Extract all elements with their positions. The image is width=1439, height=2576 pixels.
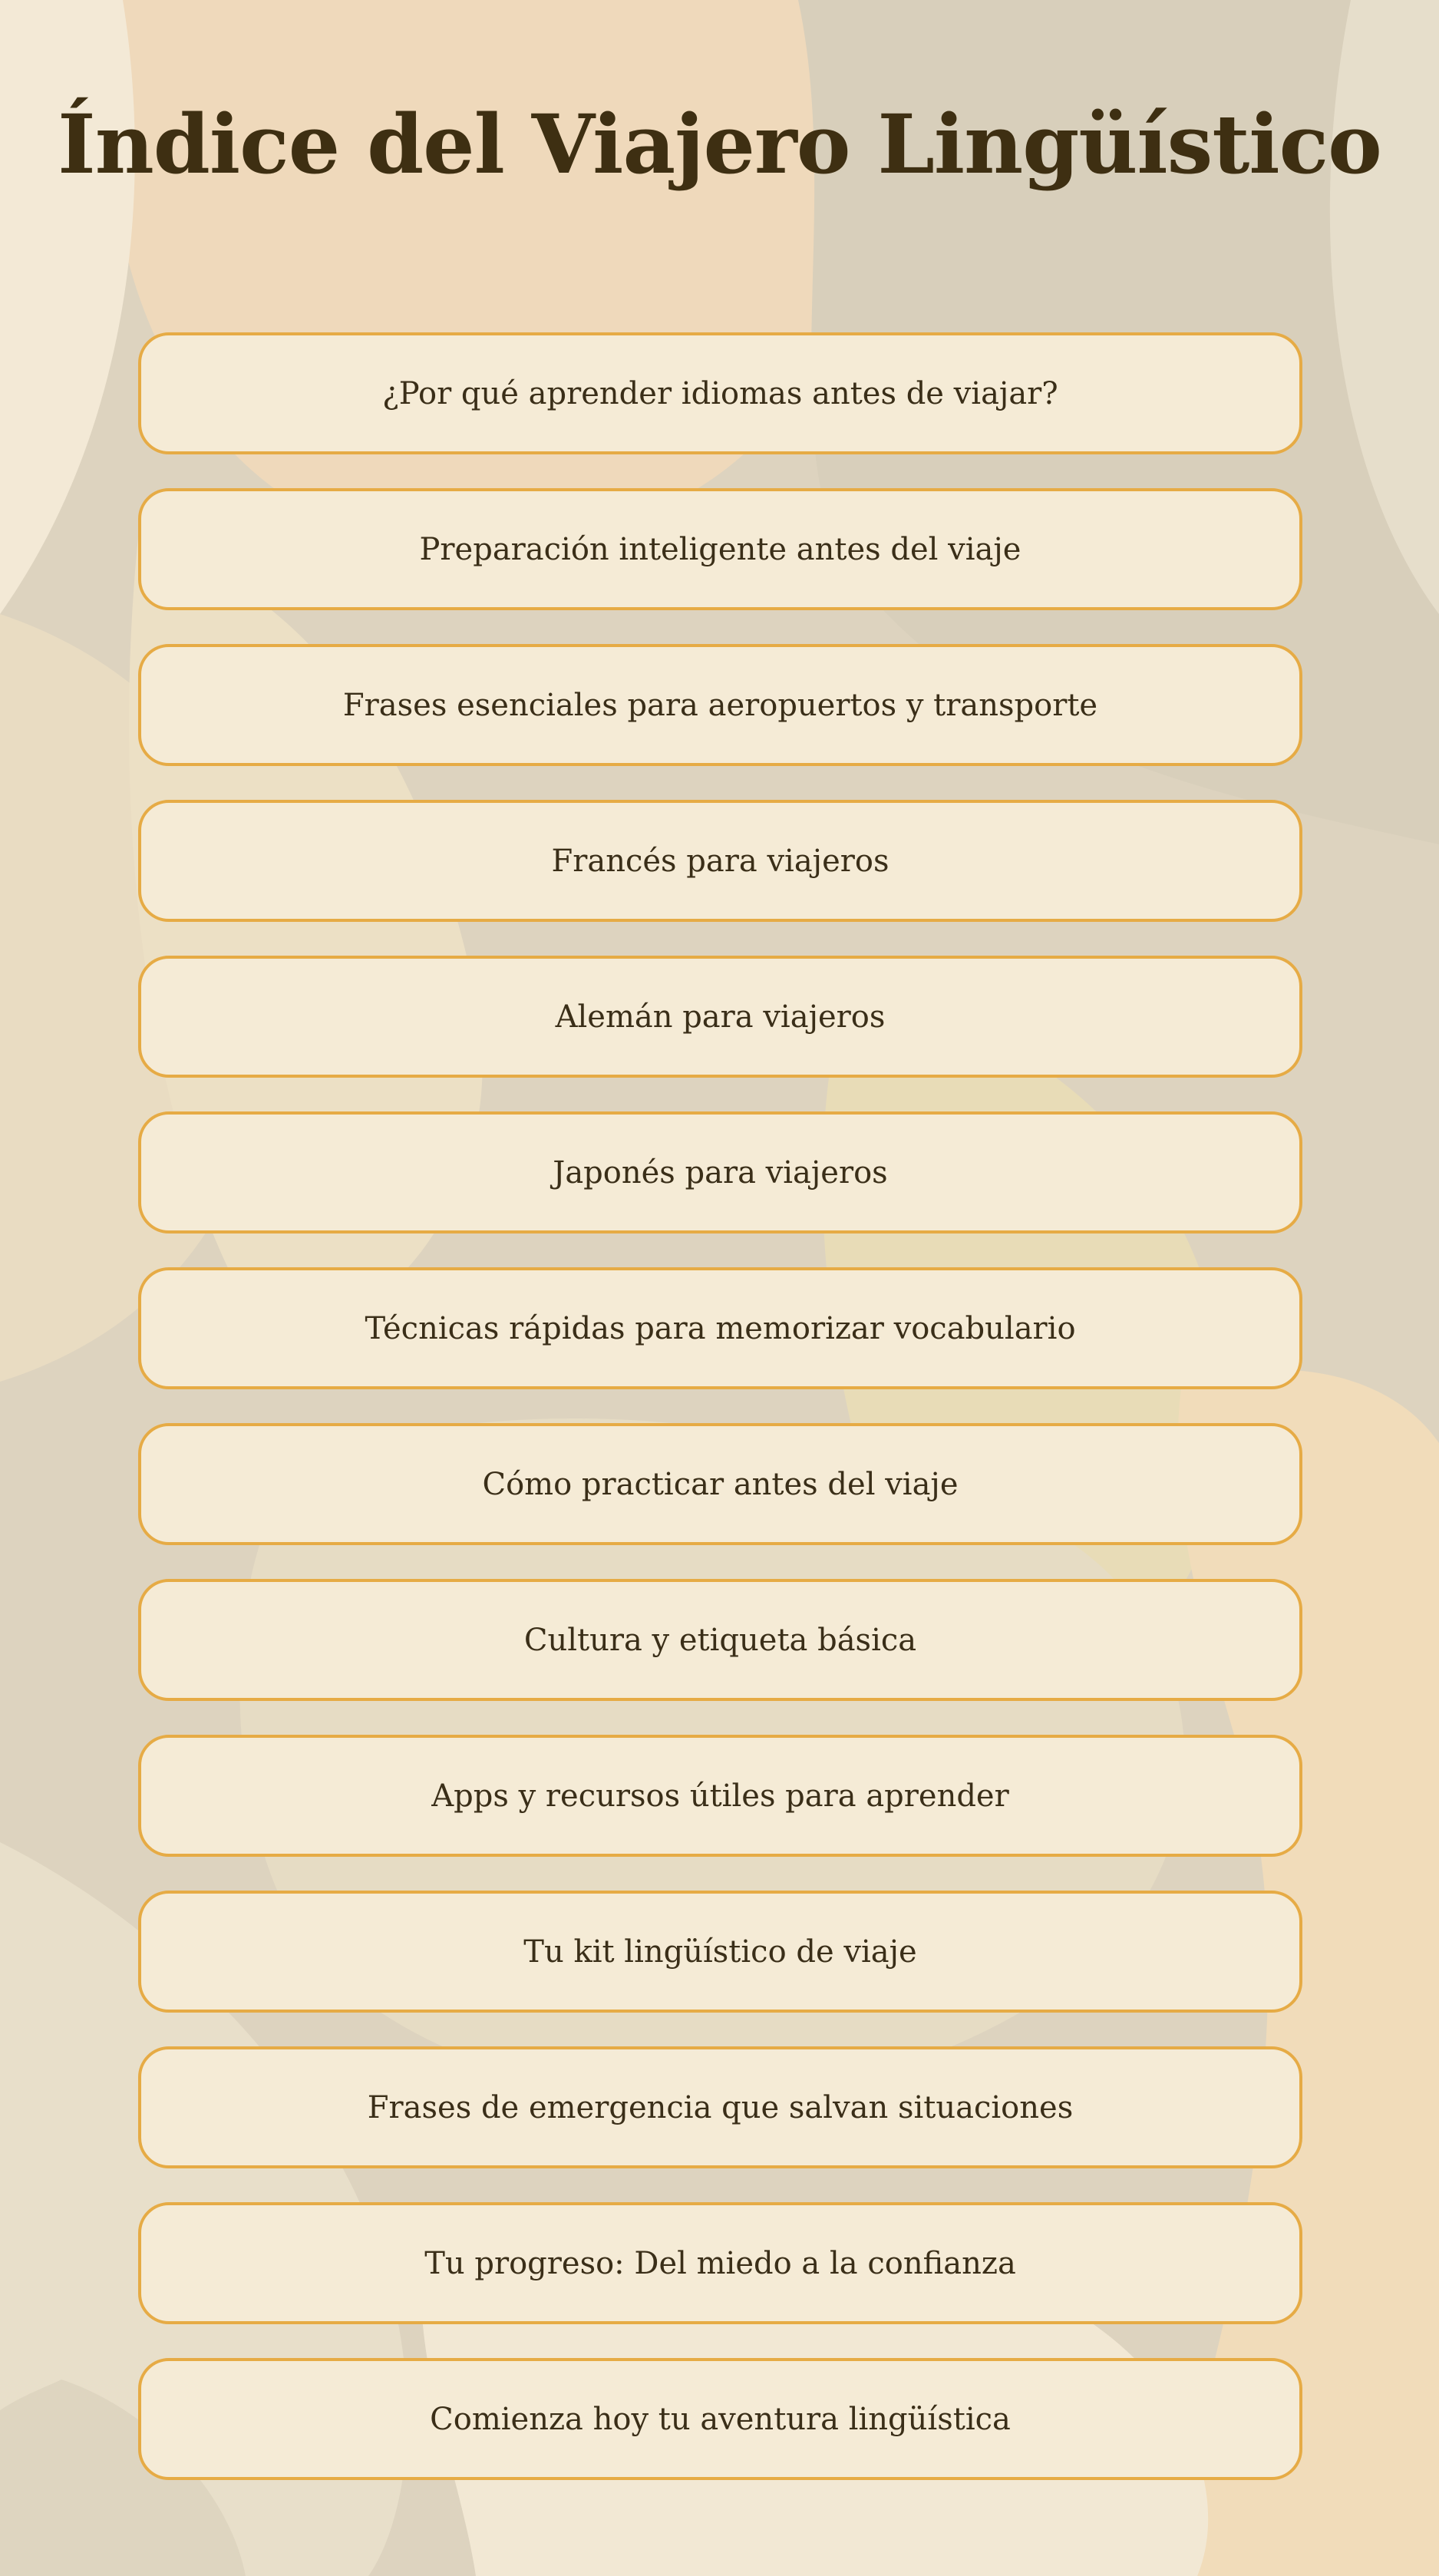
toc-item-start-today[interactable] <box>138 2358 1302 2480</box>
toc-item-airport-phrases[interactable] <box>138 644 1302 766</box>
toc-item-label: Tu kit lingüístico de viaje <box>523 1934 917 1970</box>
toc-item-label: Técnicas rápidas para memorizar vocabulario <box>365 1310 1076 1346</box>
toc-item-japanese[interactable] <box>138 1111 1302 1234</box>
toc-item-label: Apps y recursos útiles para aprender <box>431 1778 1009 1814</box>
toc-item-practice[interactable] <box>138 1423 1302 1545</box>
toc-item-label: Francés para viajeros <box>551 843 889 879</box>
toc-item-label: Cómo practicar antes del viaje <box>482 1466 959 1502</box>
page-title: Índice del Viajero Lingüístico <box>58 96 1381 192</box>
toc-item-emergency-phrases[interactable] <box>138 2046 1302 2168</box>
toc-item-language-kit[interactable] <box>138 1891 1302 2013</box>
toc-item-why-learn[interactable] <box>138 332 1302 454</box>
toc-item-label: Alemán para viajeros <box>555 999 886 1035</box>
toc-item-label: Frases esenciales para aeropuertos y transporte <box>342 687 1098 723</box>
toc-item-apps-resources[interactable] <box>138 1735 1302 1857</box>
toc-item-label: Cultura y etiqueta básica <box>523 1622 917 1658</box>
toc-item-label: Japonés para viajeros <box>553 1154 888 1191</box>
toc-item-preparation[interactable] <box>138 488 1302 610</box>
toc-item-french[interactable] <box>138 800 1302 922</box>
toc-item-culture-etiquette[interactable] <box>138 1579 1302 1701</box>
table-of-contents <box>138 332 1302 2514</box>
toc-item-label: ¿Por qué aprender idiomas antes de viajar? <box>382 375 1058 411</box>
toc-item-label: Comienza hoy tu aventura lingüística <box>430 2401 1011 2437</box>
toc-item-german[interactable] <box>138 956 1302 1078</box>
toc-item-progress[interactable] <box>138 2202 1302 2324</box>
toc-item-memorize-techniques[interactable] <box>138 1267 1302 1389</box>
toc-item-label: Preparación inteligente antes del viaje <box>419 531 1021 567</box>
toc-item-label: Frases de emergencia que salvan situaciones <box>367 2089 1074 2125</box>
toc-item-label: Tu progreso: Del miedo a la confianza <box>424 2245 1016 2281</box>
